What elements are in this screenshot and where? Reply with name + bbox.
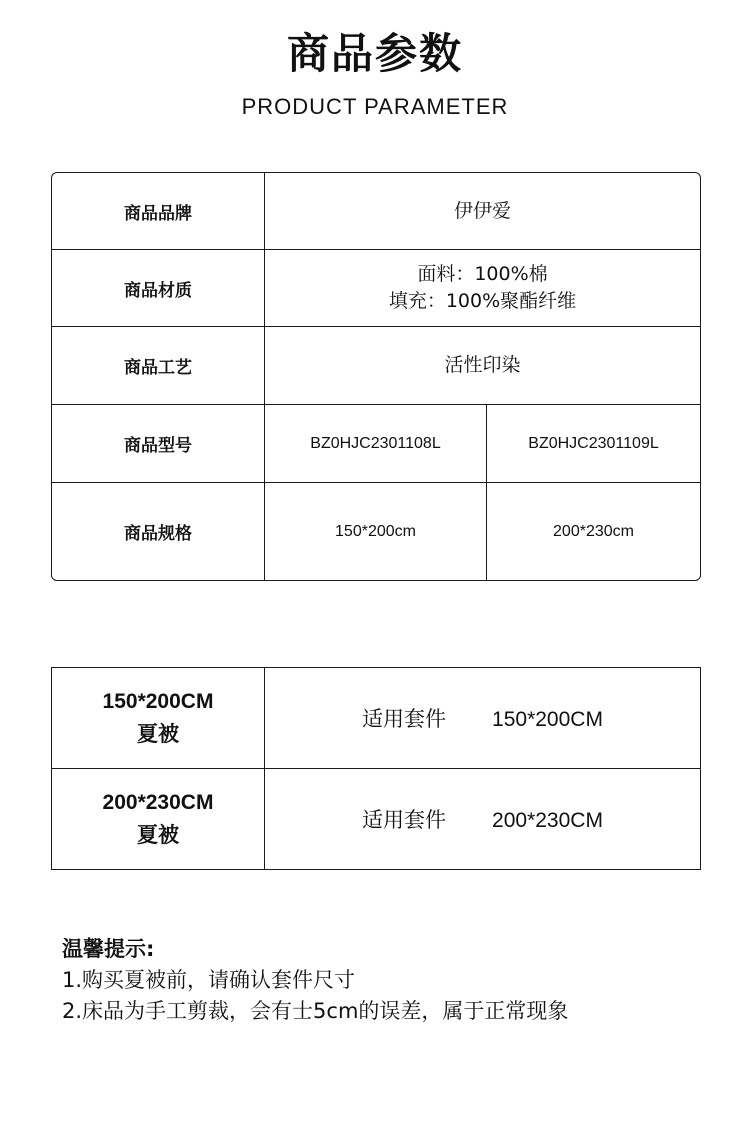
suit-value-1 <box>265 668 701 769</box>
craft-label: 商品工艺 <box>52 327 265 405</box>
table-row <box>52 769 701 870</box>
material-label: 商品材质 <box>52 250 265 327</box>
applies-label: 适用套件 <box>362 707 447 731</box>
tips-section <box>62 934 722 1027</box>
tip-item: 1.购买夏被前，请确认套件尺寸 <box>62 968 356 992</box>
suit-type-label: 夏被 <box>137 823 179 847</box>
suit-size-label: 150*200CM <box>102 690 214 713</box>
tips-title: 温馨提示: <box>62 937 155 961</box>
model-label: 商品型号 <box>52 405 265 483</box>
spec-value-2: 200*230cm <box>553 522 634 540</box>
suit-value-2 <box>265 769 701 870</box>
suit-size-label: 200*230CM <box>102 791 214 814</box>
tip-item: 2.床品为手工剪裁，会有士5cm的误差，属于正常现象 <box>62 999 569 1023</box>
applies-size: 150*200CM <box>492 708 603 731</box>
table-row <box>52 405 700 483</box>
page-subtitle: PRODUCT PARAMETER <box>241 94 509 119</box>
model-value-1: BZ0HJC2301108L <box>265 405 487 483</box>
material-value <box>265 250 700 327</box>
table-row <box>52 483 700 580</box>
craft-value: 活性印染 <box>265 327 700 405</box>
brand-value: 伊伊爱 <box>265 173 700 250</box>
product-parameter-table <box>51 172 701 581</box>
suit-size-table <box>51 667 701 870</box>
suit-label-2 <box>52 769 265 870</box>
suit-label-1 <box>52 668 265 769</box>
model-value-2: BZ0HJC2301109L <box>487 405 700 483</box>
table-row <box>52 668 701 769</box>
spec-label: 商品规格 <box>52 483 265 580</box>
applies-size: 200*230CM <box>492 809 603 832</box>
page-title: 商品参数 <box>286 29 463 78</box>
table-row <box>52 173 700 250</box>
material-filling: 填充：100%聚酯纤维 <box>388 290 577 312</box>
spec-value-1: 150*200cm <box>265 483 487 580</box>
table-row <box>52 327 700 405</box>
table-row <box>52 250 700 327</box>
suit-type-label: 夏被 <box>137 722 179 746</box>
brand-label: 商品品牌 <box>52 173 265 250</box>
applies-label: 适用套件 <box>362 808 447 832</box>
material-fabric: 面料：100%棉 <box>417 263 548 285</box>
